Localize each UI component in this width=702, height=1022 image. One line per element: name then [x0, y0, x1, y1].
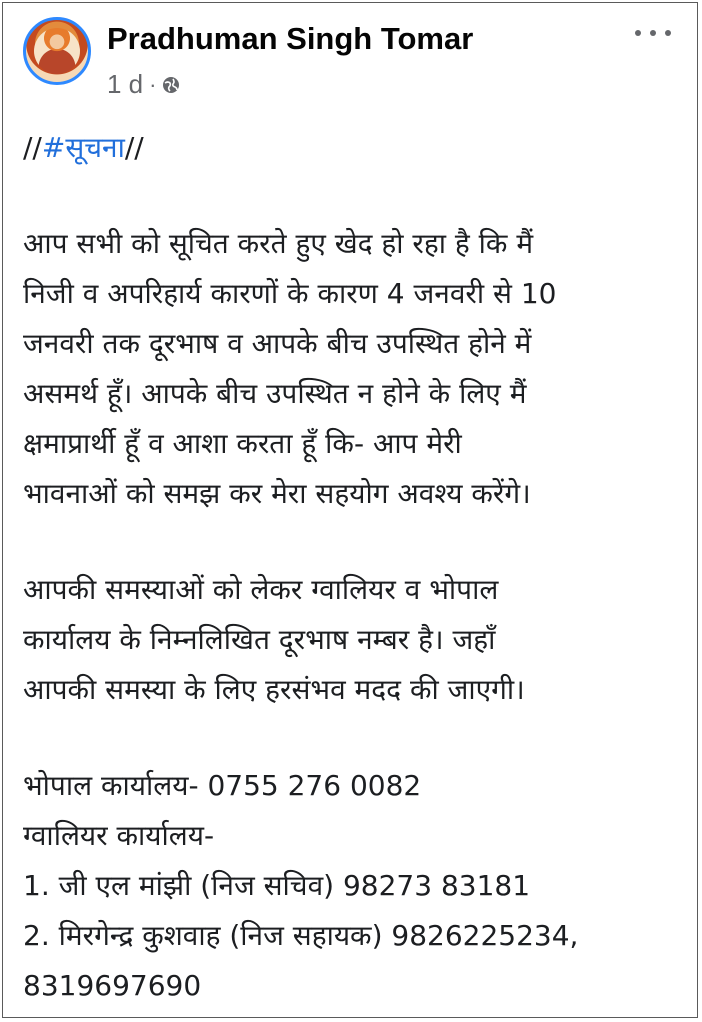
more-horizontal-icon[interactable] — [635, 23, 671, 43]
avatar[interactable] — [23, 17, 91, 85]
contact-line: 1. जी एल मांझी (निज सचिव) 98273 83181 — [23, 869, 531, 902]
paragraph-gap — [23, 715, 681, 761]
contact-line: 2. मिरगेन्द्र कुशवाह (निज सहायक) 9826225234, — [23, 919, 579, 952]
paragraph1-line: निजी व अपरिहार्य कारणों के कारण 4 जनवरी से 10 — [23, 277, 557, 310]
paragraph2-line: आपकी समस्या के लिए हरसंभव मदद की जाएगी। — [23, 673, 525, 706]
contact-line: 8319697690 — [23, 969, 202, 1002]
paragraph2-line: कार्यालय के निम्नलिखित दूरभाष नम्बर है। जहाँ — [23, 623, 496, 656]
gwalior-office-line: ग्वालियर कार्यालय- — [23, 819, 215, 852]
bhopal-office-line: भोपाल कार्यालय- 0755 276 0082 — [23, 769, 422, 802]
more-dot — [665, 30, 671, 36]
avatar-image — [34, 28, 80, 74]
paragraph1-line: भावनाओं को समझ कर मेरा सहयोग अवश्य करेंगे। — [23, 477, 531, 510]
tag-suffix: // — [124, 131, 144, 164]
paragraph2-line: आपकी समस्याओं को लेकर ग्वालियर व भोपाल — [23, 573, 499, 606]
post-timestamp[interactable]: 1 d — [107, 69, 144, 99]
meta-separator: · — [149, 71, 157, 97]
hashtag-link[interactable]: #सूचना — [41, 131, 125, 164]
paragraph-gap — [23, 173, 681, 219]
post-card — [2, 2, 698, 1018]
more-dot — [650, 30, 656, 36]
tag-line — [23, 123, 681, 173]
paragraph-gap — [23, 519, 681, 565]
globe-icon[interactable] — [162, 76, 180, 94]
paragraph1-line: असमर्थ हूँ। आपके बीच उपस्थित न होने के लिए मैं — [23, 377, 527, 410]
post-meta — [107, 69, 180, 100]
tag-prefix: // — [23, 131, 42, 164]
more-dot — [635, 30, 641, 36]
paragraph1-line: क्षमाप्रार्थी हूँ व आशा करता हूँ कि- आप मेरी — [23, 427, 462, 460]
paragraph1-line: आप सभी को सूचित करते हुए खेद हो रहा है कि मैं — [23, 227, 534, 260]
author-name[interactable]: Pradhuman Singh Tomar — [107, 21, 474, 56]
post-header — [23, 17, 677, 97]
post-body — [23, 123, 681, 1011]
paragraph1-line: जनवरी तक दूरभाष व आपके बीच उपस्थित होने में — [23, 327, 532, 360]
